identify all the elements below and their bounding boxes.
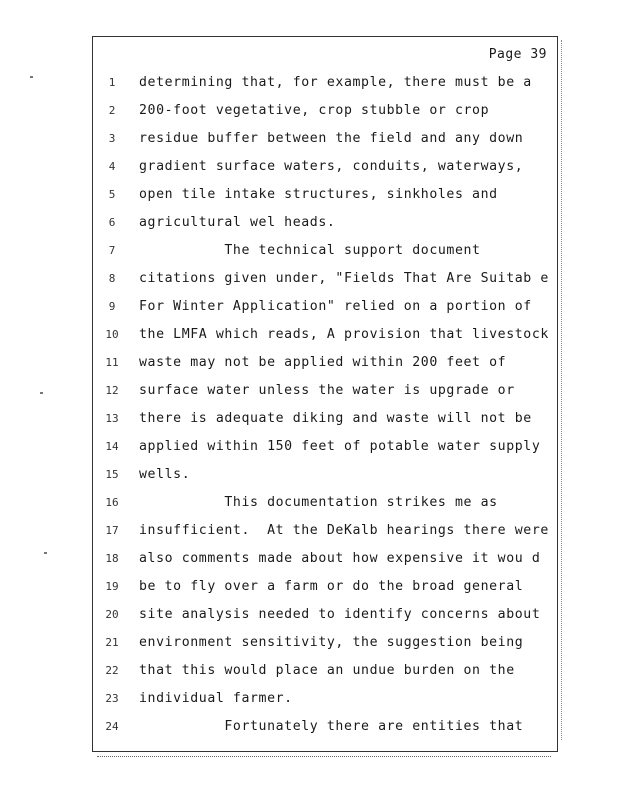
transcript-line — [93, 409, 559, 429]
line-number: 10 — [105, 328, 119, 341]
transcript-line — [93, 465, 559, 485]
transcript-line — [93, 297, 559, 317]
line-number: 4 — [108, 160, 116, 173]
transcript-line — [93, 493, 559, 513]
line-number: 5 — [108, 188, 116, 201]
line-number: 12 — [105, 384, 119, 397]
line-text: residue buffer between the field and any down — [139, 131, 524, 146]
transcript-line — [93, 269, 559, 289]
transcript-line — [93, 521, 559, 541]
transcript-line — [93, 101, 559, 121]
line-text: Fortunately there are entities that — [139, 719, 524, 734]
line-text: environment sensitivity, the suggestion being — [139, 635, 524, 650]
line-text: individual farmer. — [139, 691, 293, 706]
page-number: Page 39 — [488, 47, 547, 62]
line-text: that this would place an undue burden on the — [139, 663, 515, 678]
line-number: 13 — [105, 412, 119, 425]
line-text: 200-foot vegetative, crop stubble or crop — [139, 103, 490, 118]
transcript-line — [93, 605, 559, 625]
line-text: insufficient. At the DeKalb hearings there were — [139, 523, 549, 538]
transcript-line — [93, 661, 559, 681]
line-number: 23 — [105, 692, 119, 705]
line-text: open tile intake structures, sinkholes and — [139, 187, 498, 202]
line-number: 9 — [108, 300, 116, 313]
line-number: 3 — [108, 132, 116, 145]
transcript-line — [93, 381, 559, 401]
line-text: agricultural wel heads. — [139, 215, 336, 230]
transcript-line — [93, 129, 559, 149]
line-text: determining that, for example, there must be a — [139, 75, 532, 90]
transcript-line — [93, 717, 559, 737]
line-number: 16 — [105, 496, 119, 509]
line-text: For Winter Application" relied on a portion of — [139, 299, 532, 314]
line-text: the LMFA which reads, A provision that livestock — [139, 327, 549, 342]
line-number: 22 — [105, 664, 119, 677]
line-text: site analysis needed to identify concerns about — [139, 607, 541, 622]
line-text: The technical support document — [139, 243, 481, 258]
transcript-line — [93, 437, 559, 457]
line-number: 2 — [108, 104, 116, 117]
line-number: 6 — [108, 216, 116, 229]
line-text: there is adequate diking and waste will not be — [139, 411, 532, 426]
transcript-line — [93, 213, 559, 233]
line-number: 14 — [105, 440, 119, 453]
transcript-line — [93, 157, 559, 177]
line-number: 1 — [108, 76, 116, 89]
transcript-line — [93, 185, 559, 205]
transcript-page — [92, 36, 558, 752]
line-number: 7 — [108, 244, 116, 257]
line-text: This documentation strikes me as — [139, 495, 498, 510]
line-text: waste may not be applied within 200 feet of — [139, 355, 507, 370]
line-text: citations given under, "Fields That Are Suitab e — [139, 271, 549, 286]
line-number: 11 — [105, 356, 119, 369]
transcript-line — [93, 689, 559, 709]
line-number: 21 — [105, 636, 119, 649]
scan-speck — [44, 552, 47, 554]
transcript-line — [93, 73, 559, 93]
line-text: be to fly over a farm or do the broad general — [139, 579, 524, 594]
transcript-line — [93, 241, 559, 261]
transcript-line — [93, 325, 559, 345]
scan-speck — [40, 392, 43, 394]
line-number: 19 — [105, 580, 119, 593]
transcript-line — [93, 633, 559, 653]
line-number: 15 — [105, 468, 119, 481]
line-number: 24 — [105, 720, 119, 733]
line-number: 20 — [105, 608, 119, 621]
line-number: 18 — [105, 552, 119, 565]
line-number: 17 — [105, 524, 119, 537]
line-text: gradient surface waters, conduits, waterways, — [139, 159, 524, 174]
transcript-line — [93, 577, 559, 597]
transcript-line — [93, 353, 559, 373]
scan-edge-dots — [561, 40, 563, 740]
scan-speck — [30, 76, 33, 78]
transcript-line — [93, 549, 559, 569]
line-text: applied within 150 feet of potable water supply — [139, 439, 541, 454]
line-text: surface water unless the water is upgrade or — [139, 383, 515, 398]
line-text: also comments made about how expensive it wou d — [139, 551, 541, 566]
line-number: 8 — [108, 272, 116, 285]
line-text: wells. — [139, 467, 191, 482]
